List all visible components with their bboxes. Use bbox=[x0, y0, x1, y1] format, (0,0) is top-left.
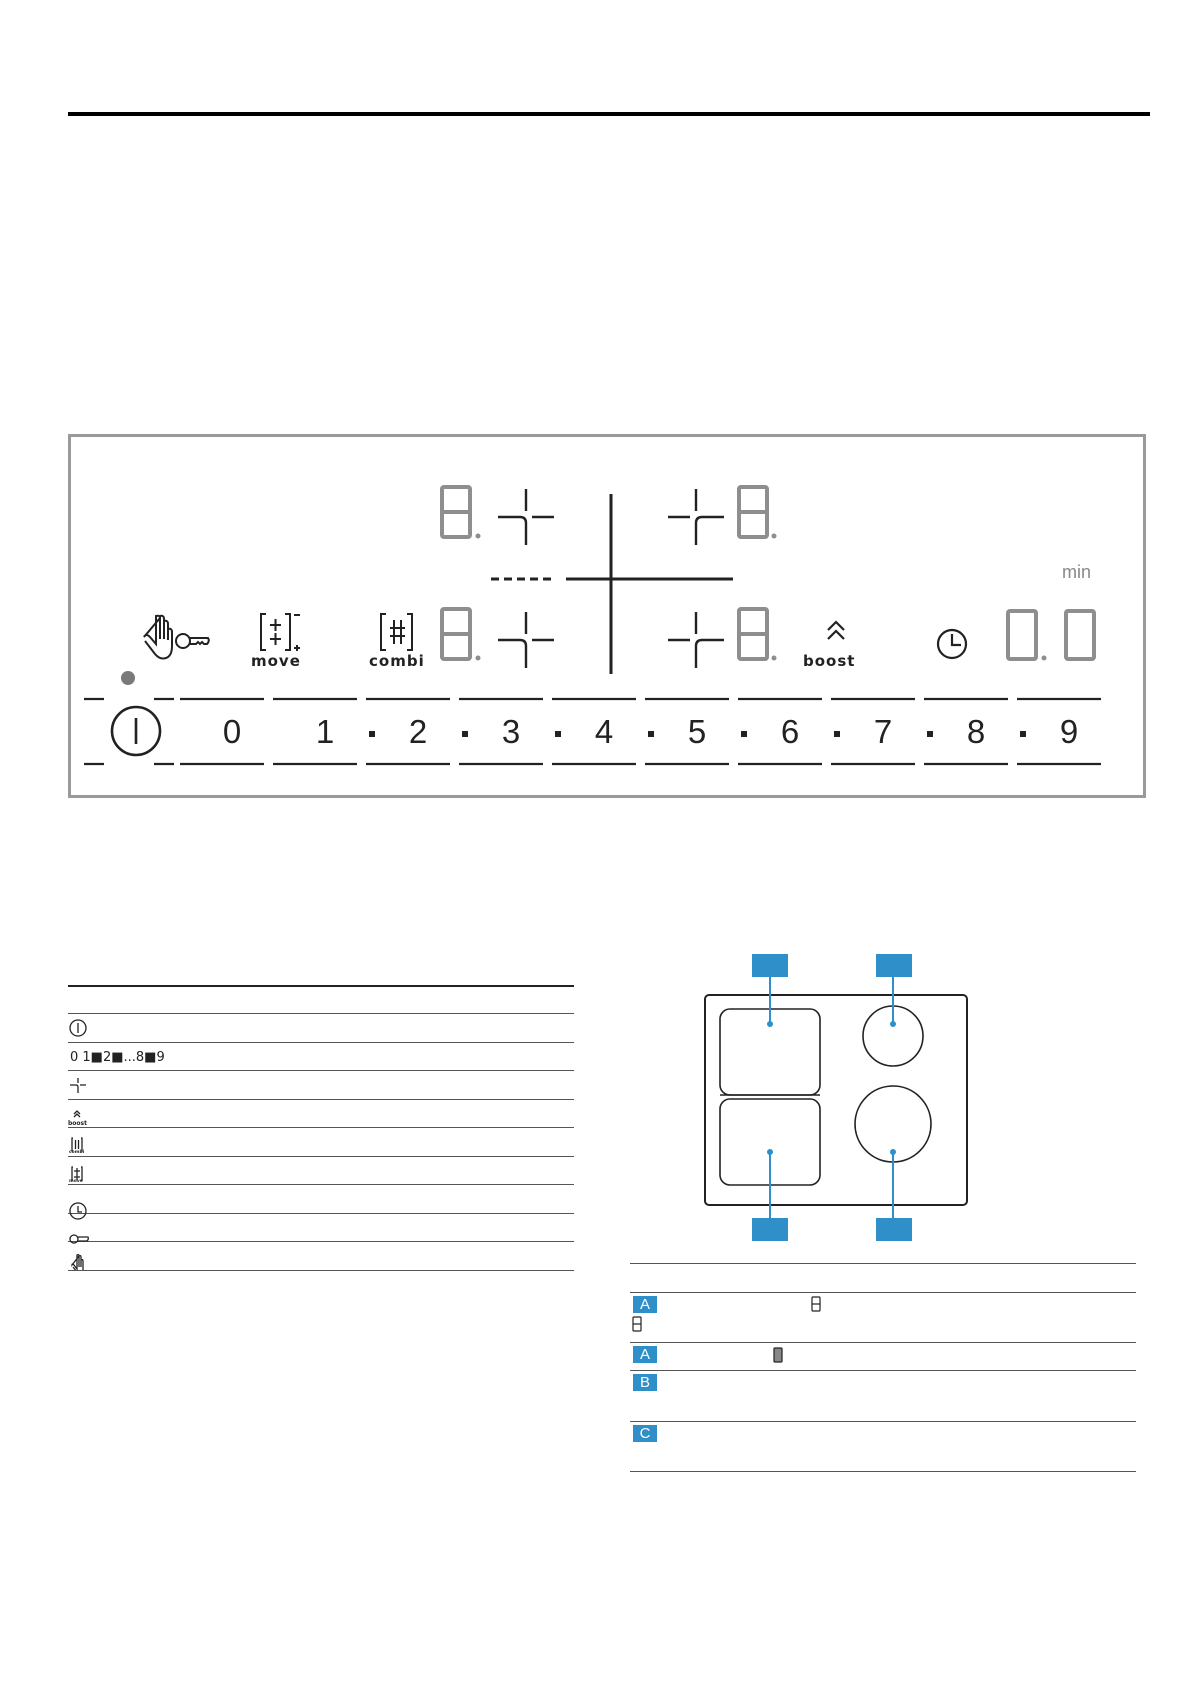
power-icon bbox=[70, 1020, 86, 1036]
svg-text:move: move bbox=[69, 1179, 83, 1184]
table-row-divider bbox=[68, 1042, 574, 1043]
callout-top-left bbox=[752, 954, 788, 977]
slider-step-7[interactable]: 7 bbox=[873, 713, 893, 750]
slider-dot bbox=[741, 731, 747, 737]
slider-step-8[interactable]: 8 bbox=[966, 713, 986, 750]
zone-config-icons bbox=[630, 1293, 830, 1373]
table-row-divider bbox=[68, 1099, 574, 1100]
combi-icon bbox=[381, 614, 412, 650]
callout-bottom-right bbox=[876, 1218, 912, 1241]
power-icon bbox=[112, 707, 160, 755]
boost-icon bbox=[828, 622, 844, 639]
power-display-top-right bbox=[739, 487, 777, 539]
callout-top-right bbox=[876, 954, 912, 977]
table-row-divider bbox=[68, 1270, 574, 1271]
power-display-bottom-left bbox=[442, 609, 481, 661]
slider-dot bbox=[555, 731, 561, 737]
header-rule bbox=[68, 112, 1150, 116]
table-row-divider bbox=[68, 1213, 574, 1214]
table-row-divider bbox=[68, 1013, 574, 1014]
power-levels-text: 0 1■2■...8■9 bbox=[70, 1050, 165, 1065]
key-icon bbox=[70, 1235, 88, 1243]
split-zone-icon bbox=[812, 1297, 820, 1311]
table-row-divider bbox=[630, 1421, 1136, 1422]
split-zone-icon bbox=[633, 1317, 641, 1331]
boost-icon bbox=[74, 1111, 80, 1117]
zone-badge-a: A bbox=[633, 1346, 657, 1363]
combined-zone-icon bbox=[774, 1348, 782, 1362]
slider-dot bbox=[369, 731, 375, 737]
zone-cross-icon bbox=[70, 1078, 86, 1093]
table-row-divider bbox=[68, 1156, 574, 1157]
slider-dot bbox=[834, 731, 840, 737]
zone-badge-b: B bbox=[633, 1374, 657, 1391]
slider-step-3[interactable]: 3 bbox=[501, 713, 521, 750]
zone-badge-c: C bbox=[633, 1425, 657, 1442]
slider-step-9[interactable]: 9 bbox=[1059, 713, 1079, 750]
indicator-dot bbox=[121, 671, 135, 685]
combi-label: combi bbox=[369, 652, 425, 670]
table-row-divider bbox=[68, 1070, 574, 1071]
slider-step-2[interactable]: 2 bbox=[408, 713, 428, 750]
move-icon bbox=[261, 614, 300, 651]
table-row-divider bbox=[68, 1184, 574, 1185]
slider-step-4[interactable]: 4 bbox=[594, 713, 614, 750]
power-display-top-left bbox=[442, 487, 481, 539]
callout-bottom-left bbox=[752, 1218, 788, 1241]
timer-display bbox=[1008, 611, 1094, 661]
hob-diagram bbox=[700, 955, 980, 1245]
zone-badge-a: A bbox=[633, 1296, 657, 1313]
clock-icon bbox=[70, 1203, 86, 1219]
boost-label: boost bbox=[803, 652, 856, 670]
key-icon bbox=[176, 634, 209, 648]
power-display-bottom-right bbox=[739, 609, 777, 661]
slider-dot bbox=[462, 731, 468, 737]
svg-text:boost: boost bbox=[68, 1120, 87, 1127]
slider-dot bbox=[927, 731, 933, 737]
slider-step-5[interactable]: 5 bbox=[687, 713, 707, 750]
symbols-table-header-rule bbox=[68, 985, 574, 987]
slider-step-6[interactable]: 6 bbox=[780, 713, 800, 750]
table-row-divider bbox=[68, 1241, 574, 1242]
hand-icon bbox=[144, 616, 172, 659]
timer-unit-label: min bbox=[1062, 562, 1092, 582]
hand-icon bbox=[72, 1255, 83, 1270]
zones-table-header-rule bbox=[630, 1263, 1136, 1264]
slider-dot bbox=[1020, 731, 1026, 737]
hob-outline bbox=[705, 995, 967, 1205]
table-row-divider bbox=[68, 1127, 574, 1128]
slider-step-1[interactable]: 1 bbox=[315, 713, 335, 750]
move-label: move bbox=[251, 652, 301, 670]
slider-step-0[interactable]: 0 bbox=[222, 713, 242, 750]
table-row-divider bbox=[630, 1471, 1136, 1472]
clock-icon bbox=[938, 630, 966, 658]
slider-dot bbox=[648, 731, 654, 737]
svg-text:combi: combi bbox=[69, 1150, 85, 1155]
